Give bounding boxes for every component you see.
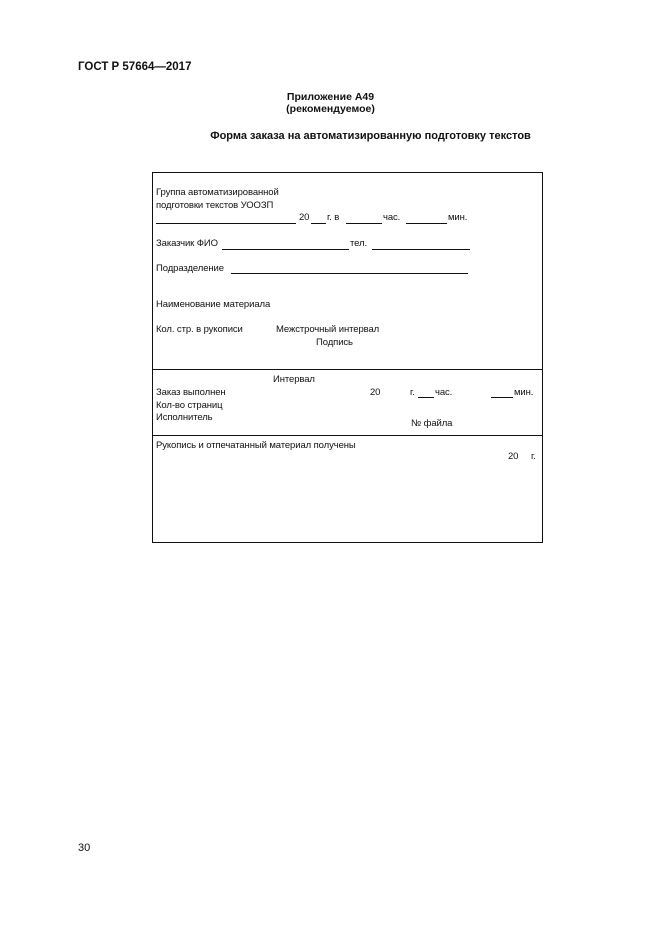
hours-label: час. [383, 212, 401, 223]
order-form-frame [152, 172, 543, 543]
date-day-field[interactable] [156, 223, 296, 224]
customer-label: Заказчик ФИО [156, 238, 218, 249]
page-number: 30 [78, 842, 91, 854]
section-divider-1 [152, 369, 542, 370]
interval-label: Интервал [273, 374, 315, 385]
department-field[interactable] [231, 273, 468, 274]
file-label: № файла [411, 418, 453, 429]
executor-label: Исполнитель [156, 412, 213, 423]
group-label-line1: Группа автоматизированной [156, 187, 279, 198]
form-top-border [152, 172, 542, 173]
completed-year-suffix: г. [410, 387, 415, 398]
received-year-suffix: г. [531, 451, 536, 462]
group-label-line2: подготовки текстов УООЗП [156, 200, 274, 211]
received-year-prefix: 20 [508, 451, 519, 462]
completed-label: Заказ выполнен [156, 387, 226, 398]
spacing-label: Межстрочный интервал [276, 324, 380, 335]
material-label: Наименование материала [156, 299, 271, 310]
appendix-title: Приложение А49 [286, 91, 375, 103]
department-label: Подразделение [156, 263, 224, 274]
completed-hours-label: час. [435, 387, 453, 398]
customer-name-field[interactable] [222, 249, 349, 250]
form-title: Форма заказа на автоматизированную подготовку текстов [210, 130, 531, 142]
hours-field[interactable] [346, 223, 382, 224]
completed-minutes-label: мин. [514, 387, 534, 398]
phone-field[interactable] [372, 249, 470, 250]
completed-year-prefix: 20 [370, 387, 381, 398]
completed-hours-field[interactable] [418, 397, 434, 398]
year-field[interactable] [311, 223, 326, 224]
section-divider-2 [152, 435, 542, 436]
appendix-status: (рекомендуемое) [286, 103, 375, 115]
pages-label: Кол. стр. в рукописи [156, 324, 243, 335]
received-label: Рукопись и отпечатанный материал получены [156, 440, 356, 451]
phone-label: тел. [350, 238, 367, 249]
document-header: ГОСТ Р 57664—2017 [78, 61, 192, 73]
signature-label: Подпись [316, 337, 353, 348]
completed-minutes-field[interactable] [491, 397, 513, 398]
minutes-label: мин. [448, 212, 468, 223]
year-suffix: г. в [327, 212, 340, 223]
minutes-field[interactable] [406, 223, 447, 224]
year-prefix: 20 [299, 212, 310, 223]
page-count-label: Кол-во страниц [156, 400, 223, 411]
